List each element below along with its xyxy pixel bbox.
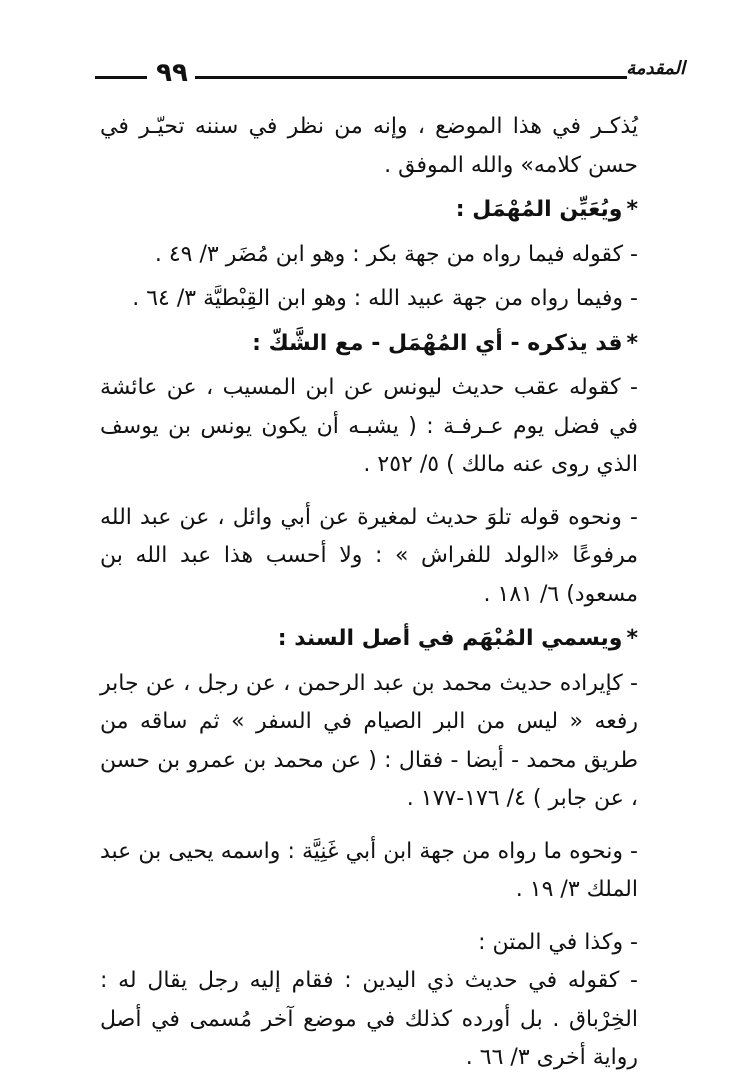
list-item: - كقوله عقب حديث ليونس عن ابن المسيب ، عن عائشة في فضل يوم عـرفـة : ( يشبـه أن يكون يونس بن يوسف الذي روى عنه مالك ) ٥/ ٢٥٢ . <box>100 375 638 477</box>
list-item: - كإيراده حديث محمد بن عبد الرحمن ، عن رجل ، عن جابر رفعه « ليس من البر الصيام في السفر » ثم ساقه من طريق محمد - أيضا - فقال : ( عن محمد بن عمرو بن حسن ، عن جابر ) ٤/ ١٧٦-١٧٧ . <box>100 670 638 811</box>
heading-star-icon: * <box>626 626 638 651</box>
header-rule-right <box>195 76 627 79</box>
list-item: - ونحوه ما رواه من جهة ابن أبي غَنِيَّة : واسمه يحيى بن عبد الملك ٣/ ١٩ . <box>100 838 638 902</box>
list-item: - كقوله فيما رواه من جهة بكر : وهو ابن مُضَر ٣/ ٤٩ . <box>154 241 638 267</box>
paragraph-intro: يُذكـر في هذا الموضع ، وإنه من نظر في سننه تحيّـر في حسن كلامه» والله الموفق . <box>100 114 638 178</box>
list-item: - ونحوه قوله تلوَ حديث لمغيرة عن أبي وائل ، عن عبد الله مرفوعًا «الولد للفراش » : ولا أحسب هذا عبد الله بن مسعود) ٦/ ١٨١ . <box>100 504 638 607</box>
heading-star-icon: * <box>626 197 638 222</box>
heading-text: ويُعَيِّن المُهْمَل : <box>455 197 623 222</box>
list-item: - وفيما رواه من جهة عبيد الله : وهو ابن القِبْطيَّة ٣/ ٦٤ . <box>132 286 638 311</box>
section-heading-unnamed <box>100 620 638 659</box>
page-body <box>100 108 638 1078</box>
section-heading-named <box>100 191 638 230</box>
heading-star-icon: * <box>626 330 638 356</box>
list-item: - وكذا في المتن : <box>478 929 638 955</box>
heading-text: قد يذكره - أي المُهْمَل - مع الشَّكّ : <box>252 330 623 356</box>
page-header <box>95 52 685 92</box>
list-item: - كقوله في حديث ذي اليدين : فقام إليه رجل يقال له : الخِرْباق . بل أورده كذلك في موضع آخر مُسمى في أصل رواية أخرى ٣/ ٦٦ . <box>100 968 638 1070</box>
header-rule-left <box>95 76 147 79</box>
section-heading-doubt <box>100 325 638 364</box>
page-number: ٩٩ <box>156 58 188 88</box>
running-title: المقدمة <box>626 58 685 79</box>
heading-text: ويسمي المُبْهَم في أصل السند : <box>277 626 623 651</box>
